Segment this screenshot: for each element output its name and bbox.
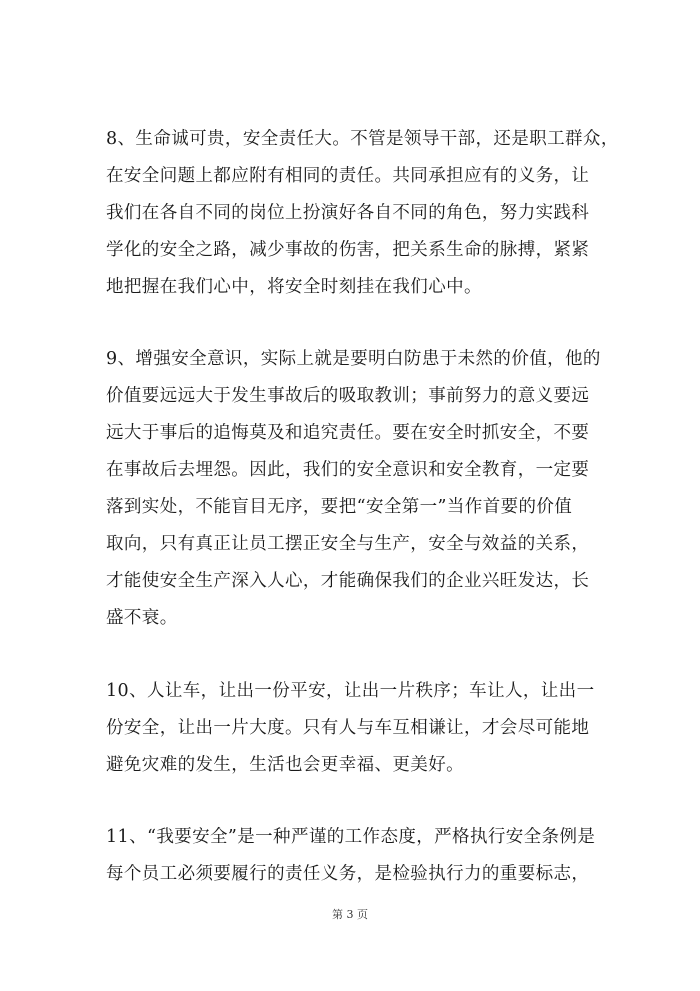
paragraph-9-line-5: 落到实处，不能盲目无序，要把“安全第一”当作首要的价值 xyxy=(106,497,573,517)
paragraph-8-line-4: 学化的安全之路，减少事故的伤害，把关系生命的脉搏，紧紧 xyxy=(106,240,590,260)
paragraph-9-line-8: 盛不衰。 xyxy=(106,608,178,628)
paragraph-10-line-1: 10、人让车，让出一份平安，让出一片秩序；车让人，让出一 xyxy=(106,681,595,701)
paragraph-9-line-4: 在事故后去埋怨。因此，我们的安全意识和安全教育，一定要 xyxy=(106,460,590,480)
paragraph-10-line-3: 避免灾难的发生，生活也会更幸福、更美好。 xyxy=(106,755,464,775)
paragraph-11-line-2: 每个员工必须要履行的责任义务，是检验执行力的重要标志， xyxy=(106,864,590,884)
paragraph-9-line-6: 取向，只有真正让员工摆正安全与生产，安全与效益的关系， xyxy=(106,534,590,554)
paragraph-11-line-1: 11、“我要安全”是一种严谨的工作态度，严格执行安全条例是 xyxy=(106,827,596,847)
paragraph-9-line-7: 才能使安全生产深入人心，才能确保我们的企业兴旺发达，长 xyxy=(106,571,590,591)
paragraph-9-line-1: 9、增强安全意识，实际上就是要明白防患于未然的价值，他的 xyxy=(106,349,601,369)
paragraph-8-line-5: 地把握在我们心中，将安全时刻挂在我们心中。 xyxy=(106,277,482,297)
paragraph-8-line-1: 8、生命诚可贵，安全责任大。不管是领导干部，还是职工群众， xyxy=(106,129,619,149)
paragraph-8-line-3: 我们在各自不同的岗位上扮演好各自不同的角色，努力实践科 xyxy=(106,203,590,223)
paragraph-9-line-3: 远大于事后的追悔莫及和追究责任。要在安全时抓安全，不要 xyxy=(106,423,590,443)
page-number: 第 3 页 xyxy=(332,908,368,921)
paragraph-9-line-2: 价值要远远大于发生事故后的吸取教训；事前努力的意义要远 xyxy=(106,386,590,406)
paragraph-8-line-2: 在安全问题上都应附有相同的责任。共同承担应有的义务，让 xyxy=(106,166,590,186)
paragraph-10-line-2: 份安全，让出一片大度。只有人与车互相谦让，才会尽可能地 xyxy=(106,718,590,738)
